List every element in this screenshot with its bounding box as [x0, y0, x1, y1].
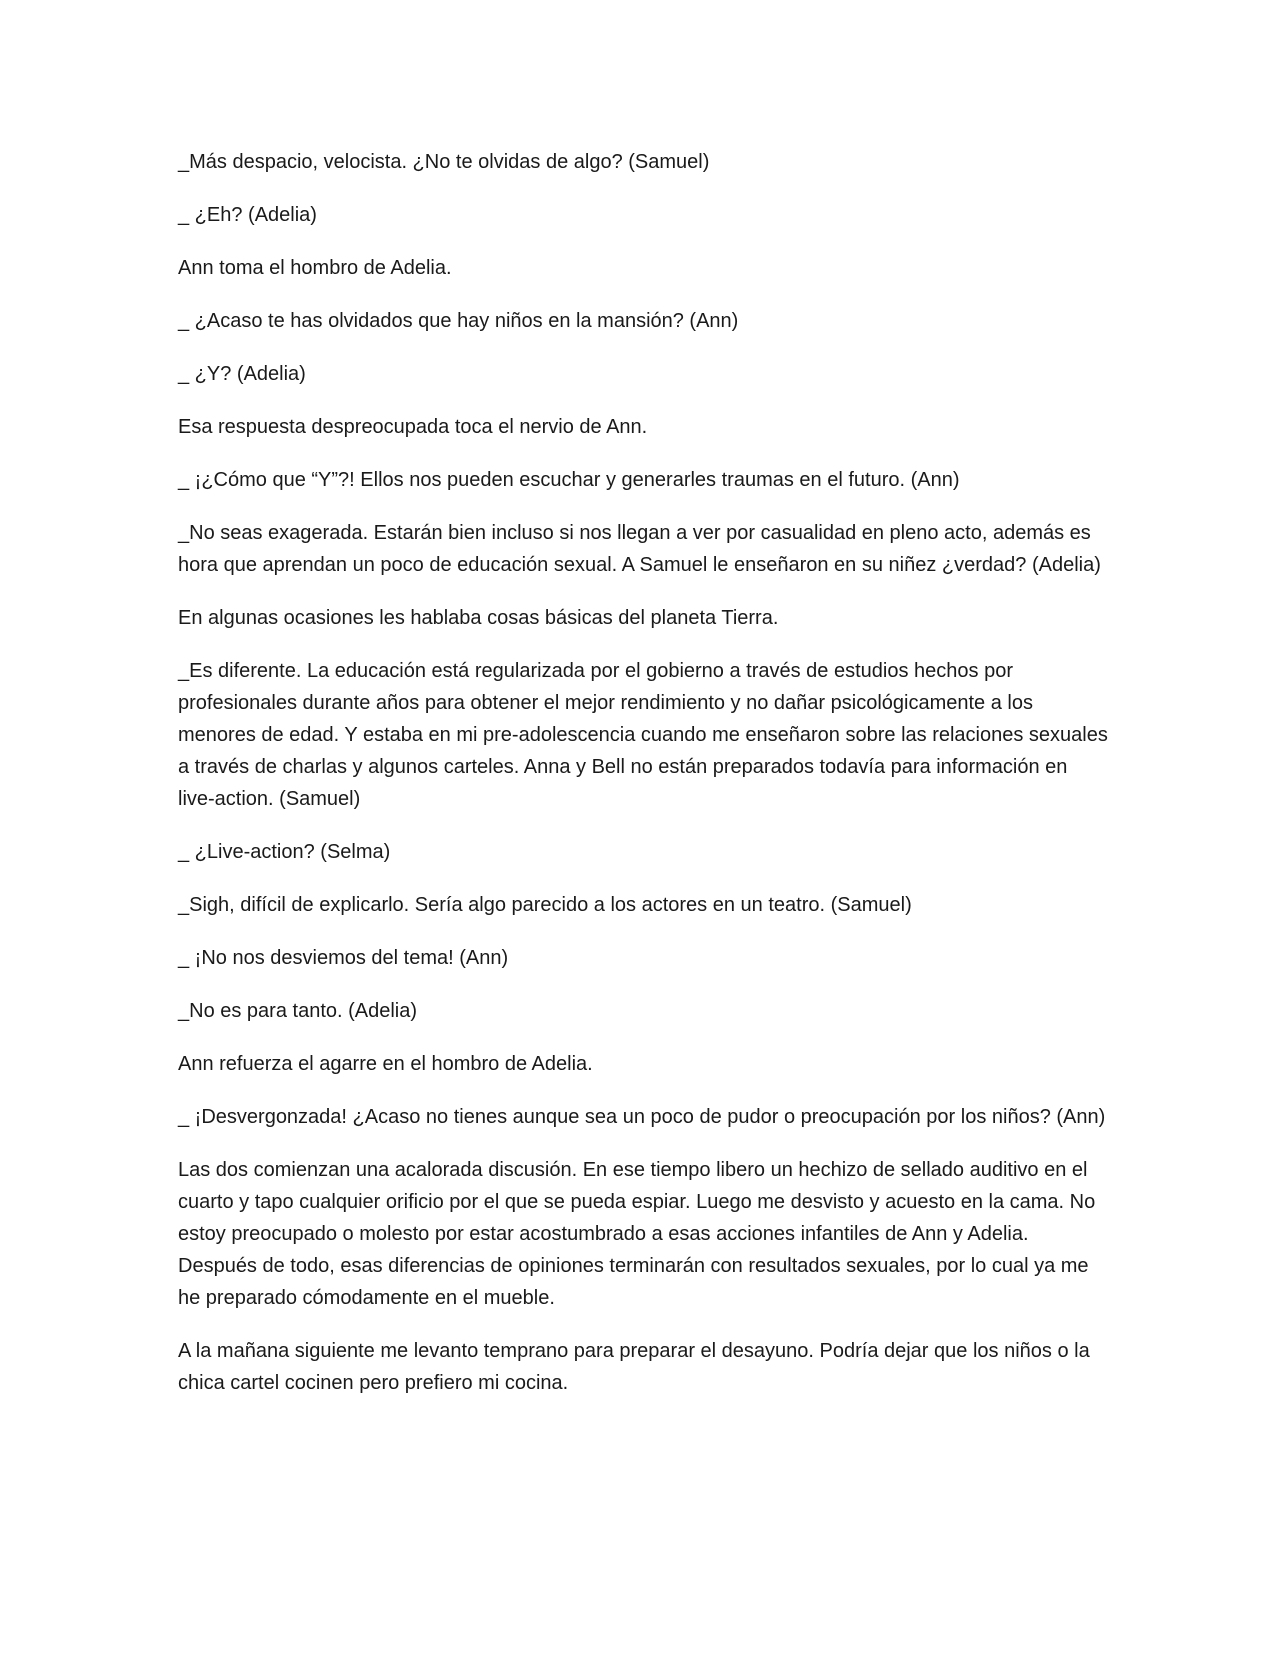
paragraph-dialogue: _ ¿Y? (Adelia)	[178, 363, 306, 385]
paragraph-dialogue: _ ¡No nos desviemos del tema! (Ann)	[178, 947, 509, 969]
paragraph-dialogue: _Es diferente. La educación está regularizada por el gobierno a través de estudios hechos por profesionales durante años para obtener el mejor rendimiento y no dañar psicológicamente a los menores de edad. Y estaba en mi pre-adolescencia cuando me enseñaron sobre las relaciones sexuales a través de charlas y algunos carteles. Anna y Bell no están preparados todavía para información en live-action. (Samuel)	[178, 660, 1108, 810]
paragraph-dialogue: _Más despacio, velocista. ¿No te olvidas de algo? (Samuel)	[178, 151, 710, 173]
paragraph-dialogue: _ ¿Acaso te has olvidados que hay niños en la mansión? (Ann)	[178, 310, 739, 332]
paragraph-dialogue: _ ¿Live-action? (Selma)	[178, 841, 391, 863]
paragraph-dialogue: _No es para tanto. (Adelia)	[178, 1000, 418, 1022]
paragraph-dialogue: _No seas exagerada. Estarán bien incluso si nos llegan a ver por casualidad en pleno acto, además es hora que aprendan un poco de educación sexual. A Samuel le enseñaron en su niñez ¿verdad? (Adelia)	[178, 522, 1101, 576]
paragraph-narration: Ann refuerza el agarre en el hombro de Adelia.	[178, 1053, 593, 1075]
paragraph-dialogue: _ ¡Desvergonzada! ¿Acaso no tienes aunque sea un poco de pudor o preocupación por los niños? (Ann)	[178, 1106, 1106, 1128]
paragraph-narration: En algunas ocasiones les hablaba cosas básicas del planeta Tierra.	[178, 607, 779, 629]
paragraph-dialogue: _Sigh, difícil de explicarlo. Sería algo parecido a los actores en un teatro. (Samuel)	[178, 894, 912, 916]
paragraph-narration: A la mañana siguiente me levanto temprano para preparar el desayuno. Podría dejar que los niños o la chica cartel cocinen pero prefiero mi cocina.	[178, 1340, 1090, 1394]
document-body	[178, 146, 1108, 1420]
paragraph-narration: Esa respuesta despreocupada toca el nervio de Ann.	[178, 416, 648, 438]
paragraph-dialogue: _ ¿Eh? (Adelia)	[178, 204, 317, 226]
paragraph-narration: Las dos comienzan una acalorada discusión. En ese tiempo libero un hechizo de sellado auditivo en el cuarto y tapo cualquier orificio por el que se pueda espiar. Luego me desvisto y acuesto en la cama. No estoy preocupado o molesto por estar acostumbrado a esas acciones infantiles de Ann y Adelia. Después de todo, esas diferencias de opiniones terminarán con resultados sexuales, por lo cual ya me he preparado cómodamente en el mueble.	[178, 1159, 1096, 1309]
paragraph-dialogue: _ ¡¿Cómo que “Y”?! Ellos nos pueden escuchar y generarles traumas en el futuro. (Ann)	[178, 469, 960, 491]
paragraph-narration: Ann toma el hombro de Adelia.	[178, 257, 452, 279]
